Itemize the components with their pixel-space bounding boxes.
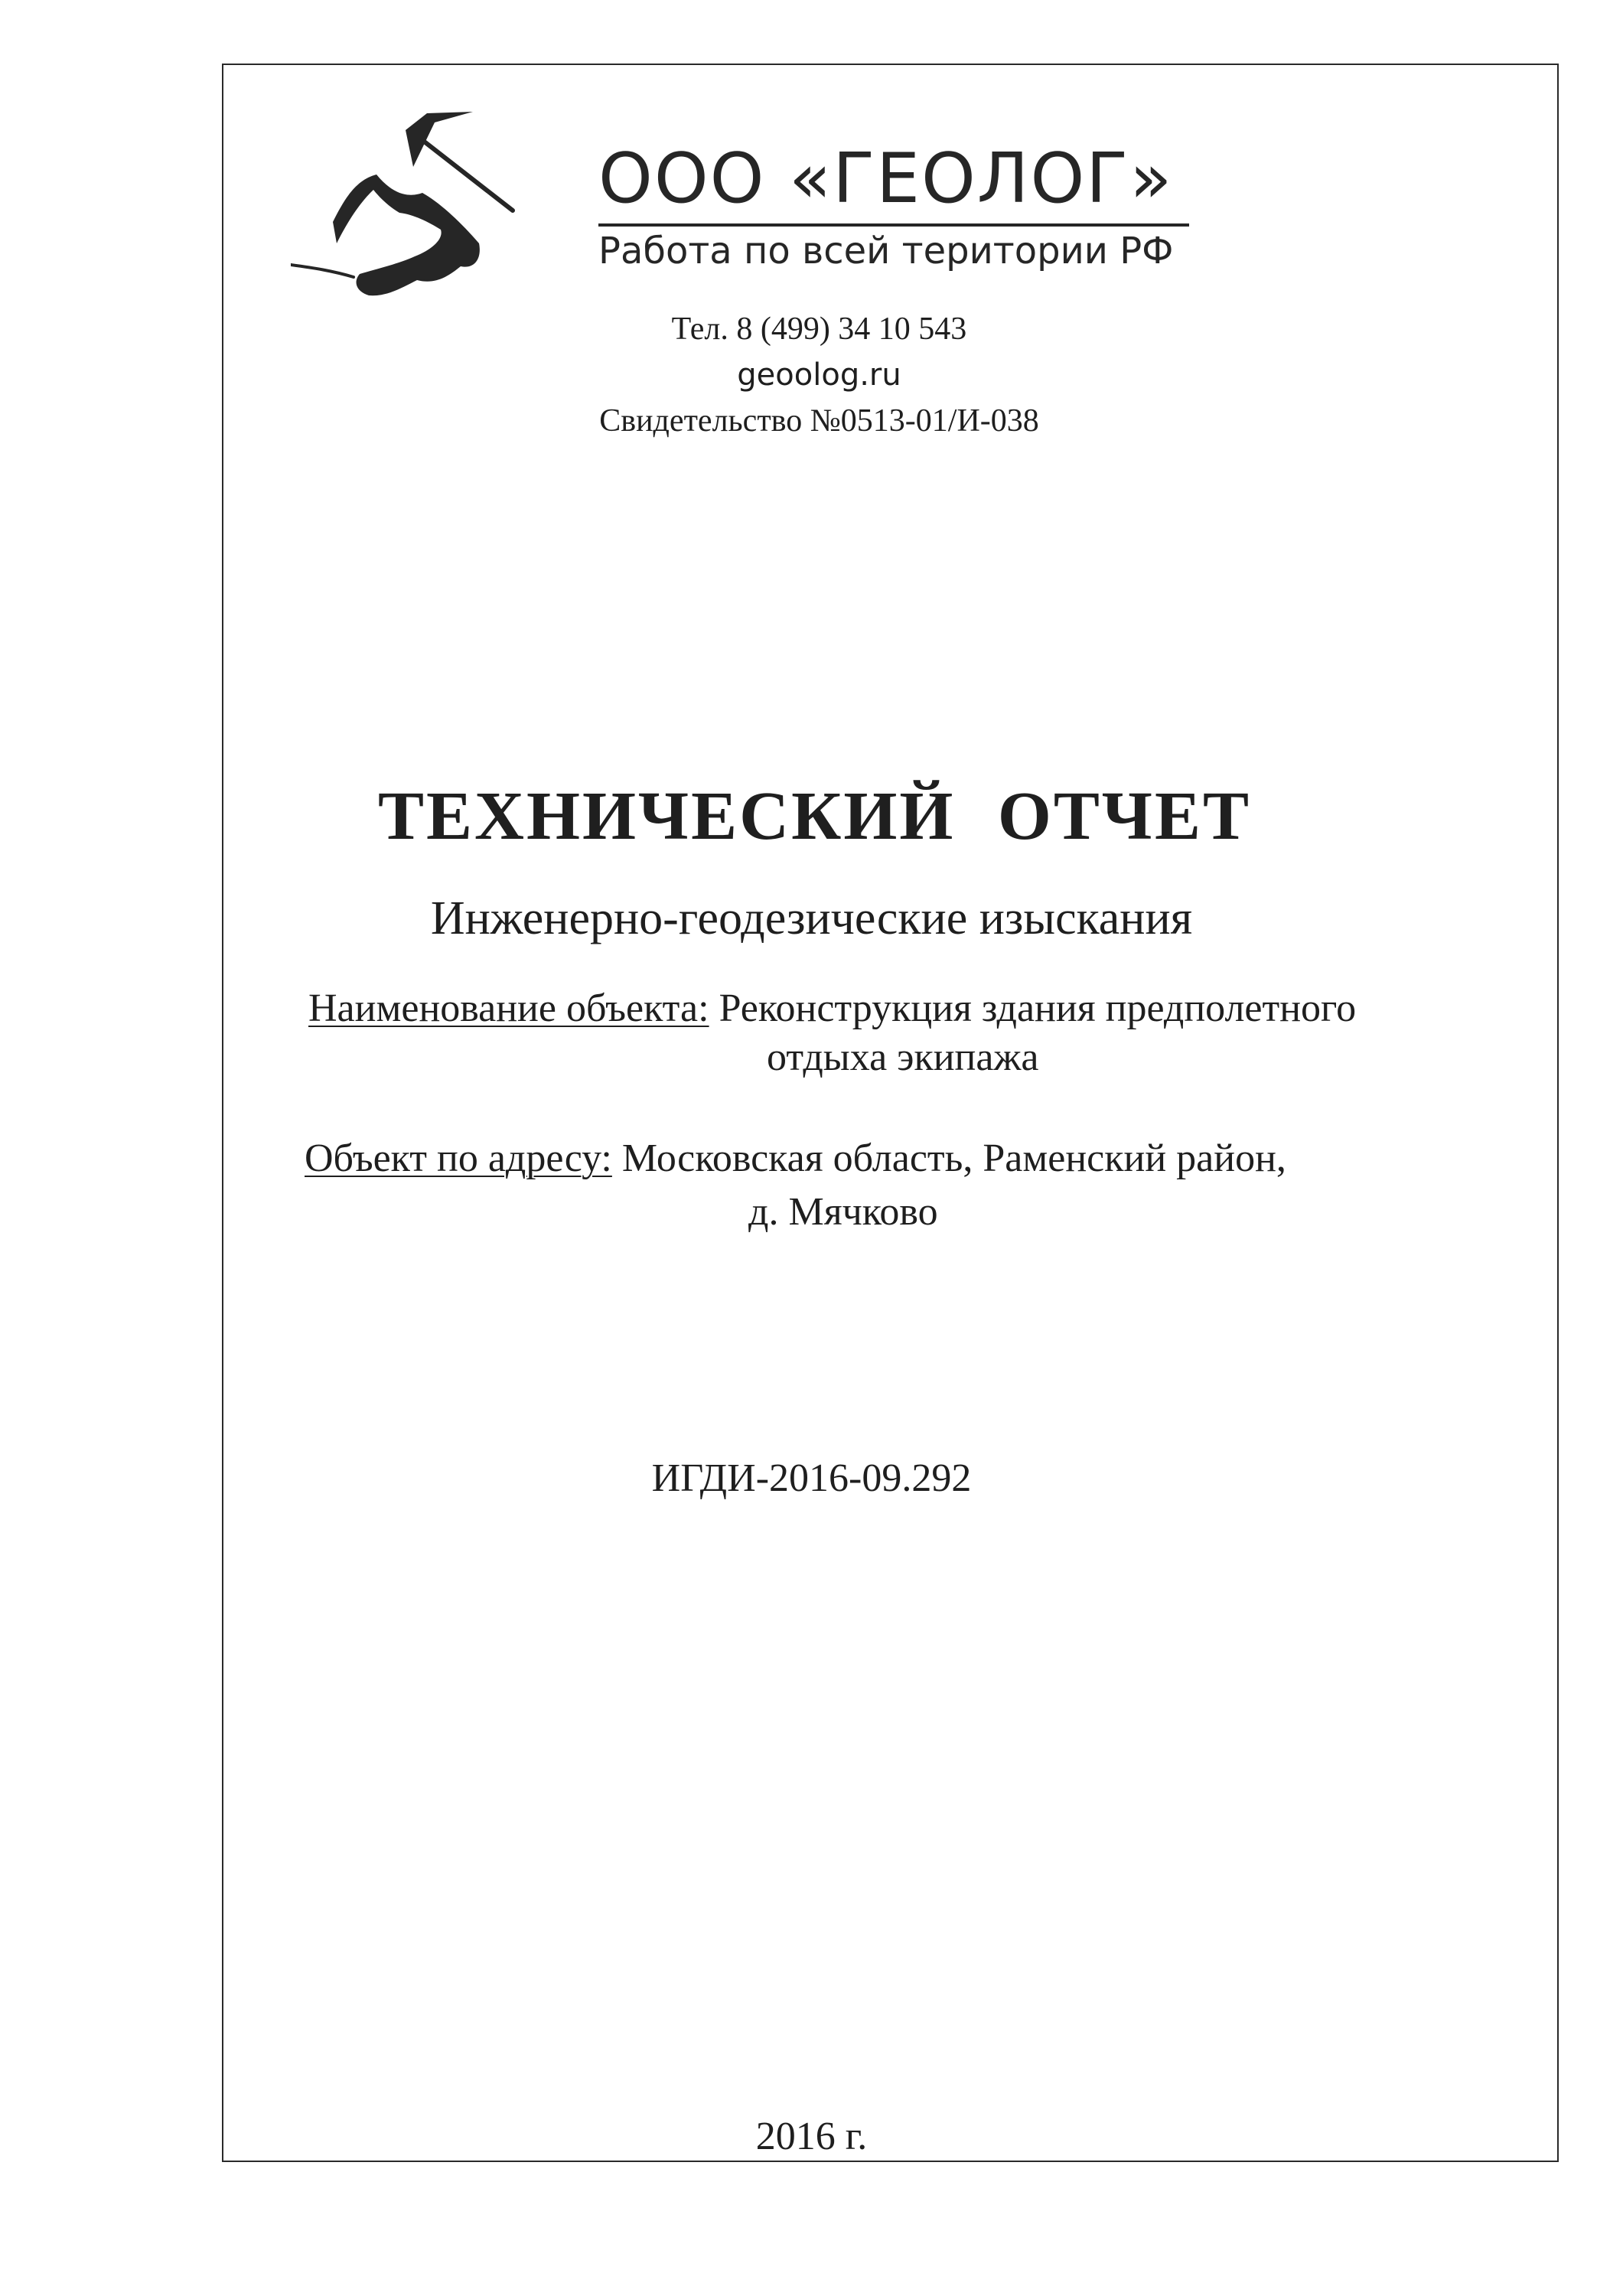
object-name-value: Реконструкция здания предполетного [719,987,1357,1030]
report-subtitle: Инженерно-геодезические изыскания [430,892,1193,944]
object-address-line2: д. Мячково [748,1190,938,1234]
website-link[interactable]: geoolog.ru [737,357,901,393]
document-code: ИГДИ-2016-09.292 [651,1456,972,1500]
contacts-block [0,306,1623,444]
pickaxe-mountain-icon [291,107,520,306]
object-address-value: Московская область, Раменский район, [621,1137,1286,1180]
object-name-label: Наименование объекта: [308,987,709,1030]
object-address-label: Объект по адресу: [305,1137,612,1180]
company-name: ООО «ГЕОЛОГ» [598,139,1174,219]
company-tagline: Работа по всей територии РФ [598,230,1174,272]
object-address-line1 [305,1134,1286,1183]
phone-number: Тел. 8 (499) 34 10 543 [671,311,967,347]
report-title: ТЕХНИЧЕСКИЙ ОТЧЕТ [377,778,1252,854]
object-name-line1 [308,984,1356,1033]
object-name-line2: отдыха экипажа [767,1035,1039,1079]
document-year: 2016 г. [755,2115,868,2158]
certificate-number: Свидетельство №0513-01/И-038 [599,403,1039,439]
logo-underline [598,223,1189,227]
